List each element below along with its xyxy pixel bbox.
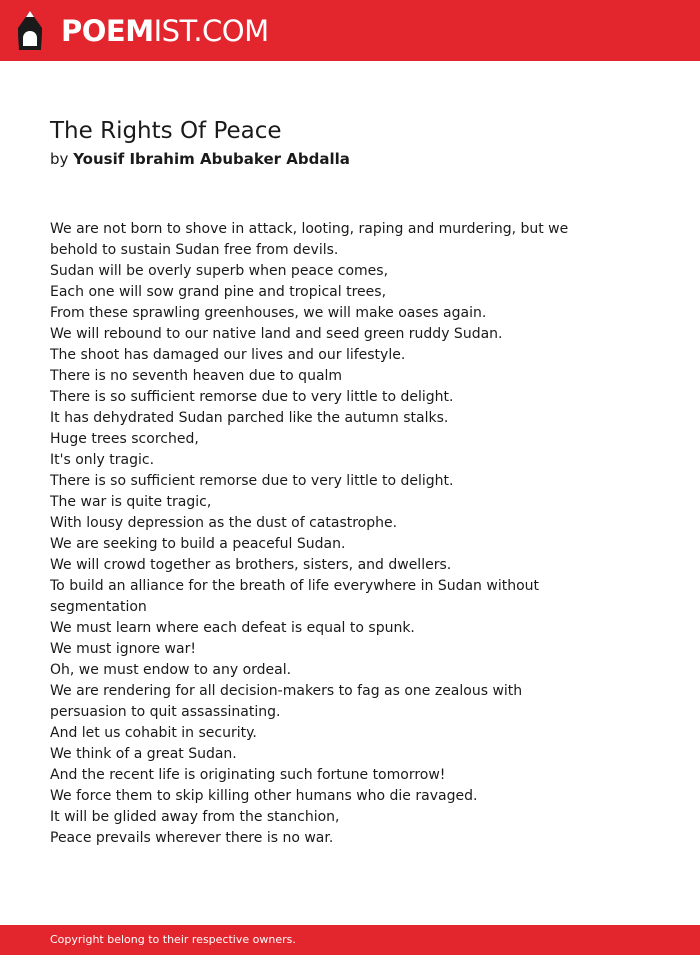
poem-title: The Rights Of Peace [50,118,282,144]
logo-text-light: IST.COM [153,14,269,48]
poem-line: There is no seventh heaven due to qualm [50,368,343,384]
poem-line: Oh, we must endow to any ordeal. [50,662,292,678]
logo-text-bold: POEM [61,14,154,48]
poem-byline [50,148,350,170]
poem-author[interactable]: Yousif Ibrahim Abubaker Abdalla [73,150,350,168]
copyright-notice: Copyright belong to their respective owners. [50,933,296,946]
poem-line: It has dehydrated Sudan parched like the autumn stalks. [50,410,449,426]
poem-line: We are seeking to build a peaceful Sudan. [50,536,346,552]
poem-line: Sudan will be overly superb when peace comes, [50,263,389,279]
poem-line: And let us cohabit in security. [50,725,257,741]
poem-line: The shoot has damaged our lives and our lifestyle. [50,347,406,363]
poem-line: We force them to skip killing other humans who die ravaged. [50,788,478,804]
poem-line: From these sprawling greenhouses, we will make oases again. [50,305,487,321]
poem-body [50,219,570,849]
poem-line: Peace prevails wherever there is no war. [50,830,334,846]
site-header [0,0,700,61]
poem-line: We think of a great Sudan. [50,746,237,762]
poem-line: We must ignore war! [50,641,196,657]
poem-line: Each one will sow grand pine and tropical trees, [50,284,387,300]
poem-line: And the recent life is originating such fortune tomorrow! [50,767,446,783]
site-logo[interactable] [17,9,269,53]
poem-line: It will be glided away from the stanchion, [50,809,340,825]
site-logo-text [61,9,269,53]
poem-line: The war is quite tragic, [50,494,212,510]
poem-line: We will crowd together as brothers, sisters, and dwellers. [50,557,452,573]
poem-line: There is so sufficient remorse due to very little to delight. [50,389,454,405]
poem-line: To build an alliance for the breath of life everywhere in Sudan without segmentation [50,578,540,615]
poem-line: With lousy depression as the dust of catastrophe. [50,515,398,531]
pencil-tip-icon [17,10,43,52]
poem-line: There is so sufficient remorse due to very little to delight. [50,473,454,489]
poem-line: It's only tragic. [50,452,155,468]
poem-line: We are rendering for all decision-makers to fag as one zealous with persuasion to quit assassinating. [50,683,523,720]
poem-line: Huge trees scorched, [50,431,199,447]
site-footer [0,925,700,955]
poem-line: We will rebound to our native land and seed green ruddy Sudan. [50,326,503,342]
poem-line: We must learn where each defeat is equal to spunk. [50,620,415,636]
poem-line: We are not born to shove in attack, looting, raping and murdering, but we behold to sustain Sudan free from devils. [50,221,569,258]
byline-label: by [50,150,69,168]
